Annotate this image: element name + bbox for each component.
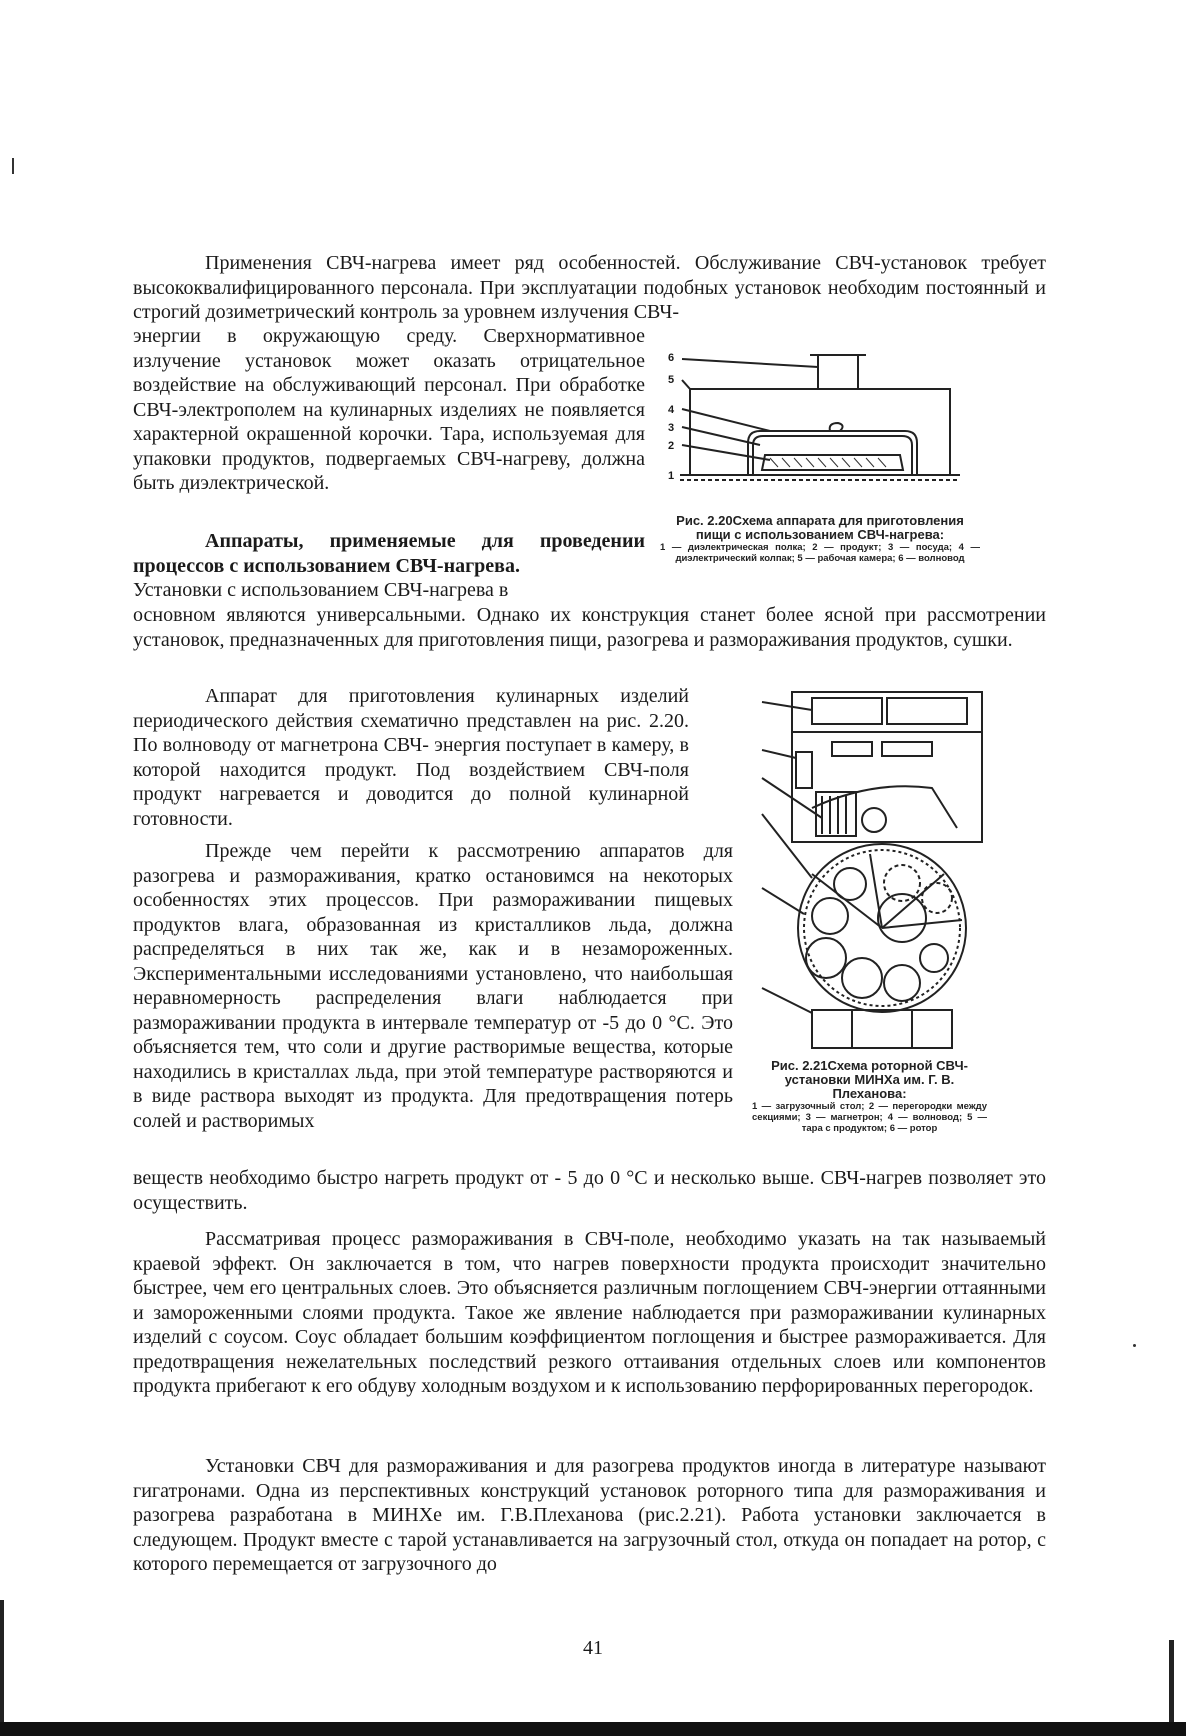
figure-2-21-diagram: [752, 688, 1002, 1053]
label: 3: [668, 422, 675, 434]
paragraph: основном являются универсальными. Однако их конструкция станет более ясной при рассмотрении установок, предназначенных для приготовления пищи, разогрева и размораживания продуктов, сушки.: [133, 604, 1046, 651]
paragraph: веществ необходимо быстро нагреть продукт от - 5 до 0 °С и несколько выше. СВЧ-нагрев позволяет это осуществить.: [133, 1167, 1046, 1214]
label: 2: [668, 440, 675, 452]
scan-artifact: [1133, 1344, 1136, 1347]
paragraph: Прежде чем перейти к рассмотрению аппаратов для разогрева и размораживания, кратко остановимся на некоторых особенностях этих процессов. При размораживании пищевых продуктов влага, образованная из кристалликов льда, должна распределяться в них так же, как и в незамороженных. Экспериментальными исследованиями установлено, что наибольшая неравномерность распределения влаги наблюдается при размораживании продукта в интервале температур от -5 до 0 °С. Это объясняется тем, что соли и другие растворимые вещества, которые находились в кристаллах льда, при этой температуре растворяются и в виде раствора выходят из продукта. Для предотвращения потерь солей и растворимых: [133, 840, 733, 1132]
label: 5: [668, 374, 675, 386]
label: 4: [668, 404, 675, 416]
scan-edge: [0, 1600, 4, 1736]
figure-2-21-caption: [752, 1059, 987, 1134]
paragraph: Применения СВЧ-нагрева имеет ряд особенностей. Обслуживание СВЧ-установок требует высококвалифицированного персонала. При эксплуатации подобных установок необходим постоянный и строгий дозиметрический контроль за уровнем излучения СВЧ-: [133, 252, 1046, 323]
paragraph: Рассматривая процесс размораживания в СВЧ-поле, необходимо указать на так называемый краевой эффект. Он заключается в том, что нагрев поверхности продукта происходит значительно быстрее, чем его центральных слоев. Это объясняется различным поглощением СВЧ-энергии оттаянными и замороженными слоями продукта. Такое же явление наблюдается при размораживании кулинарных изделий с соусом. Соус обладает большим коэффициентом поглощения и быстрее размораживается. Для предотвращения нежелательных последствий резкого оттаивания отдельных слоев или компонентов продукта прибегают к его обдуву холодным воздухом и к использованию перфорированных перегородок.: [133, 1228, 1046, 1397]
scan-artifact: [12, 158, 14, 174]
figure-2-20-diagram: [660, 345, 980, 495]
label: 1: [668, 470, 675, 482]
page-number: 41: [583, 1637, 603, 1659]
caption-title: Рис. 2.21Схема роторной СВЧ-установки МИНХа им. Г. В. Плеханова:: [771, 1058, 968, 1101]
paragraph: Аппарат для приготовления кулинарных изделий периодического действия схематично представлен на рис. 2.20. По волноводу от магнетрона СВЧ- энергия поступает в камеру, в которой находится продукт. Под воздействием СВЧ-поля продукт нагревается и доводится до полной кулинарной готовности.: [133, 685, 689, 830]
caption-title: Рис. 2.20Схема аппарата для приготовления пищи с использованием СВЧ-нагрева:: [676, 513, 964, 542]
figure-2-20-caption: [660, 514, 980, 564]
paragraph: энергии в окружающую среду. Сверхнормативное излучение установок может оказать отрицательное воздействие на обслуживающий персонал. При обработке СВЧ-электрополем на кулинарных изделиях не появляется характерной окрашенной корочки. Тара, используемая для упаковки продуктов, подвергаемых СВЧ-нагреву, должна быть диэлектрической.: [133, 325, 645, 494]
caption-legend: 1 — диэлектрическая полка; 2 — продукт; 3 — посуда; 4 — диэлектрический колпак; 5 — рабочая камера; 6 — волновод: [660, 542, 980, 564]
label: 6: [668, 352, 675, 364]
paragraph: Установки с использованием СВЧ-нагрева в: [133, 579, 509, 601]
section-heading: Аппараты, применяемые для проведении процессов с использованием СВЧ-нагрева.: [133, 530, 645, 577]
paragraph: Установки СВЧ для размораживания и для разогрева продуктов иногда в литературе называют гигатронами. Одна из перспективных конструкций установок роторного типа для размораживания и разогрева разработана в МИНХе им. Г.В.Плеханова (рис.2.21). Работа установки заключается в следующем. Продукт вместе с тарой устанавливается на загрузочный стол, откуда он попадает на ротор, с которого перемещается от загрузочного до: [133, 1455, 1046, 1575]
caption-legend: 1 — загрузочный стол; 2 — перегородки между секциями; 3 — магнетрон; 4 — волновод; 5 — тара с продуктом; 6 — ротор: [752, 1101, 987, 1134]
scan-bottom-edge: [0, 1722, 1186, 1736]
